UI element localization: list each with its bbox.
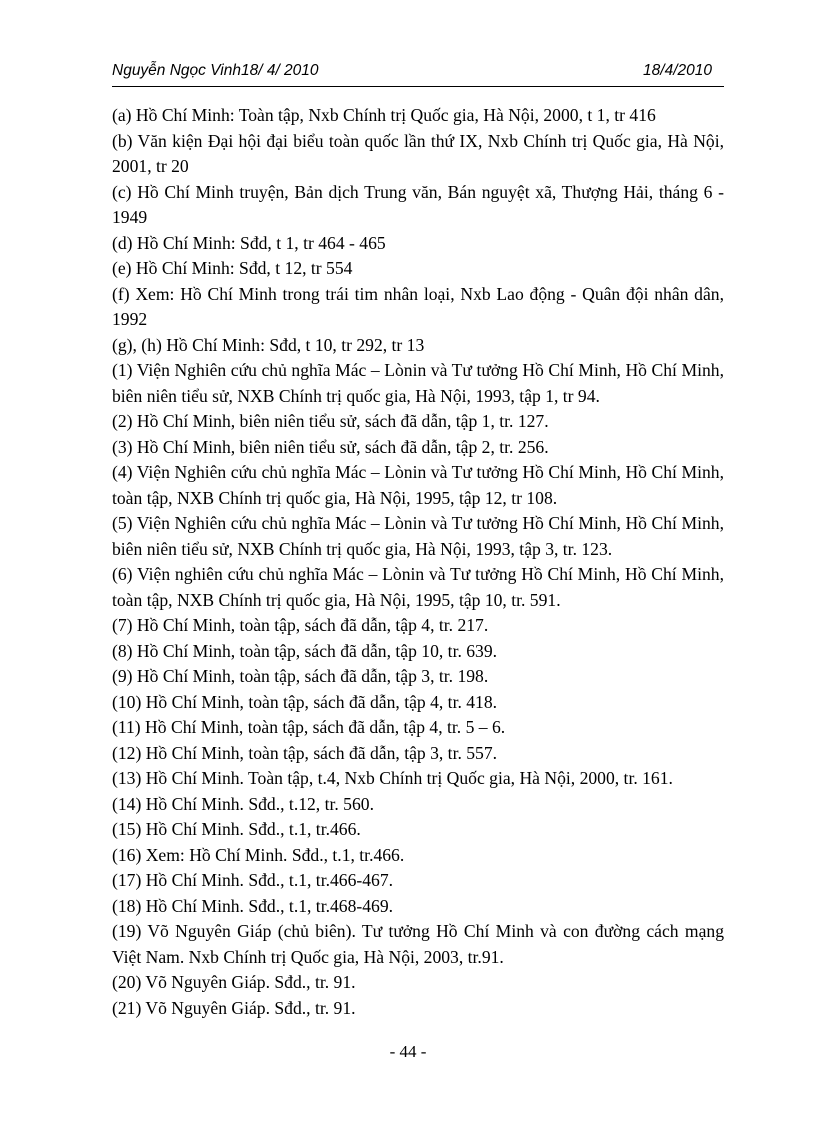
reference-entry-e: (e) Hồ Chí Minh: Sđd, t 12, tr 554 (112, 258, 353, 278)
reference-entry-5: (5) Viện Nghiên cứu chủ nghĩa Mác – Lònin và Tư tưởng Hồ Chí Minh, Hồ Chí Minh, biên niên tiểu sử, NXB Chính trị quốc gia, Hà Nội, 1993, tập 3, tr. 123. (112, 513, 724, 559)
reference-entry-13: (13) Hồ Chí Minh. Toàn tập, t.4, Nxb Chính trị Quốc gia, Hà Nội, 2000, tr. 161. (112, 768, 673, 788)
reference-entry-6: (6) Viện nghiên cứu chủ nghĩa Mác – Lònin và Tư tưởng Hồ Chí Minh, Hồ Chí Minh, toàn tập, NXB Chính trị quốc gia, Hà Nội, 1995, tập 10, tr. 591. (112, 564, 724, 610)
page-number: - 44 - (389, 1042, 427, 1061)
reference-entry-4: (4) Viện Nghiên cứu chủ nghĩa Mác – Lònin và Tư tưởng Hồ Chí Minh, Hồ Chí Minh, toàn tập, NXB Chính trị quốc gia, Hà Nội, 1995, tập 12, tr 108. (112, 462, 724, 508)
reference-entry-10: (10) Hồ Chí Minh, toàn tập, sách đã dẫn, tập 4, tr. 418. (112, 691, 498, 712)
header-date: 18/4/2010 (643, 62, 712, 79)
reference-entry-gh: (g), (h) Hồ Chí Minh: Sđd, t 10, tr 292, tr 13 (112, 334, 425, 355)
reference-entry-c: (c) Hồ Chí Minh truyện, Bản dịch Trung văn, Bán nguyệt xã, Thượng Hải, tháng 6 - 1949 (112, 181, 724, 227)
reference-entry-f: (f) Xem: Hồ Chí Minh trong trái tim nhân loại, Nxb Lao động - Quân đội nhân dân, 1992 (112, 283, 724, 329)
header-author-date: Nguyễn Ngọc Vinh18/ 4/ 2010 (112, 62, 319, 79)
reference-entry-3: (3) Hồ Chí Minh, biên niên tiểu sử, sách đã dẫn, tập 2, tr. 256. (112, 436, 549, 457)
reference-entry-11: (11) Hồ Chí Minh, toàn tập, sách đã dẫn, tập 4, tr. 5 – 6. (112, 717, 506, 737)
reference-entry-21: (21) Võ Nguyên Giáp. Sđd., tr. 91. (112, 997, 356, 1018)
reference-entry-9: (9) Hồ Chí Minh, toàn tập, sách đã dẫn, tập 3, tr. 198. (112, 666, 489, 686)
page-header (112, 62, 712, 84)
reference-entry-a: (a) Hồ Chí Minh: Toàn tập, Nxb Chính trị Quốc gia, Hà Nội, 2000, t 1, tr 416 (112, 105, 656, 125)
reference-entry-12: (12) Hồ Chí Minh, toàn tập, sách đã dẫn, tập 3, tr. 557. (112, 742, 498, 763)
reference-entry-2: (2) Hồ Chí Minh, biên niên tiểu sử, sách đã dẫn, tập 1, tr. 127. (112, 411, 549, 431)
reference-entry-7: (7) Hồ Chí Minh, toàn tập, sách đã dẫn, tập 4, tr. 217. (112, 615, 489, 635)
reference-entry-18: (18) Hồ Chí Minh. Sđd., t.1, tr.468-469. (112, 895, 394, 916)
reference-list (112, 103, 724, 1021)
reference-entry-b: (b) Văn kiện Đại hội đại biểu toàn quốc lần thứ IX, Nxb Chính trị Quốc gia, Hà Nội, 2001, tr 20 (112, 130, 724, 176)
reference-entry-17: (17) Hồ Chí Minh. Sđd., t.1, tr.466-467. (112, 870, 394, 890)
reference-entry-d: (d) Hồ Chí Minh: Sđd, t 1, tr 464 - 465 (112, 232, 386, 253)
reference-entry-8: (8) Hồ Chí Minh, toàn tập, sách đã dẫn, tập 10, tr. 639. (112, 640, 498, 661)
reference-entry-20: (20) Võ Nguyên Giáp. Sđd., tr. 91. (112, 972, 356, 992)
reference-entry-14: (14) Hồ Chí Minh. Sđd., t.12, tr. 560. (112, 793, 374, 814)
reference-entry-15: (15) Hồ Chí Minh. Sđd., t.1, tr.466. (112, 819, 361, 839)
header-rule (112, 86, 724, 87)
reference-entry-1: (1) Viện Nghiên cứu chủ nghĩa Mác – Lònin và Tư tưởng Hồ Chí Minh, Hồ Chí Minh, biên niên tiểu sử, NXB Chính trị quốc gia, Hà Nội, 1993, tập 1, tr 94. (112, 360, 724, 406)
reference-entry-19: (19) Võ Nguyên Giáp (chủ biên). Tư tưởng Hồ Chí Minh và con đường cách mạng Việt Nam. Nxb Chính trị Quốc gia, Hà Nội, 2003, tr.91. (112, 921, 724, 967)
reference-entry-16: (16) Xem: Hồ Chí Minh. Sđd., t.1, tr.466. (112, 844, 405, 865)
